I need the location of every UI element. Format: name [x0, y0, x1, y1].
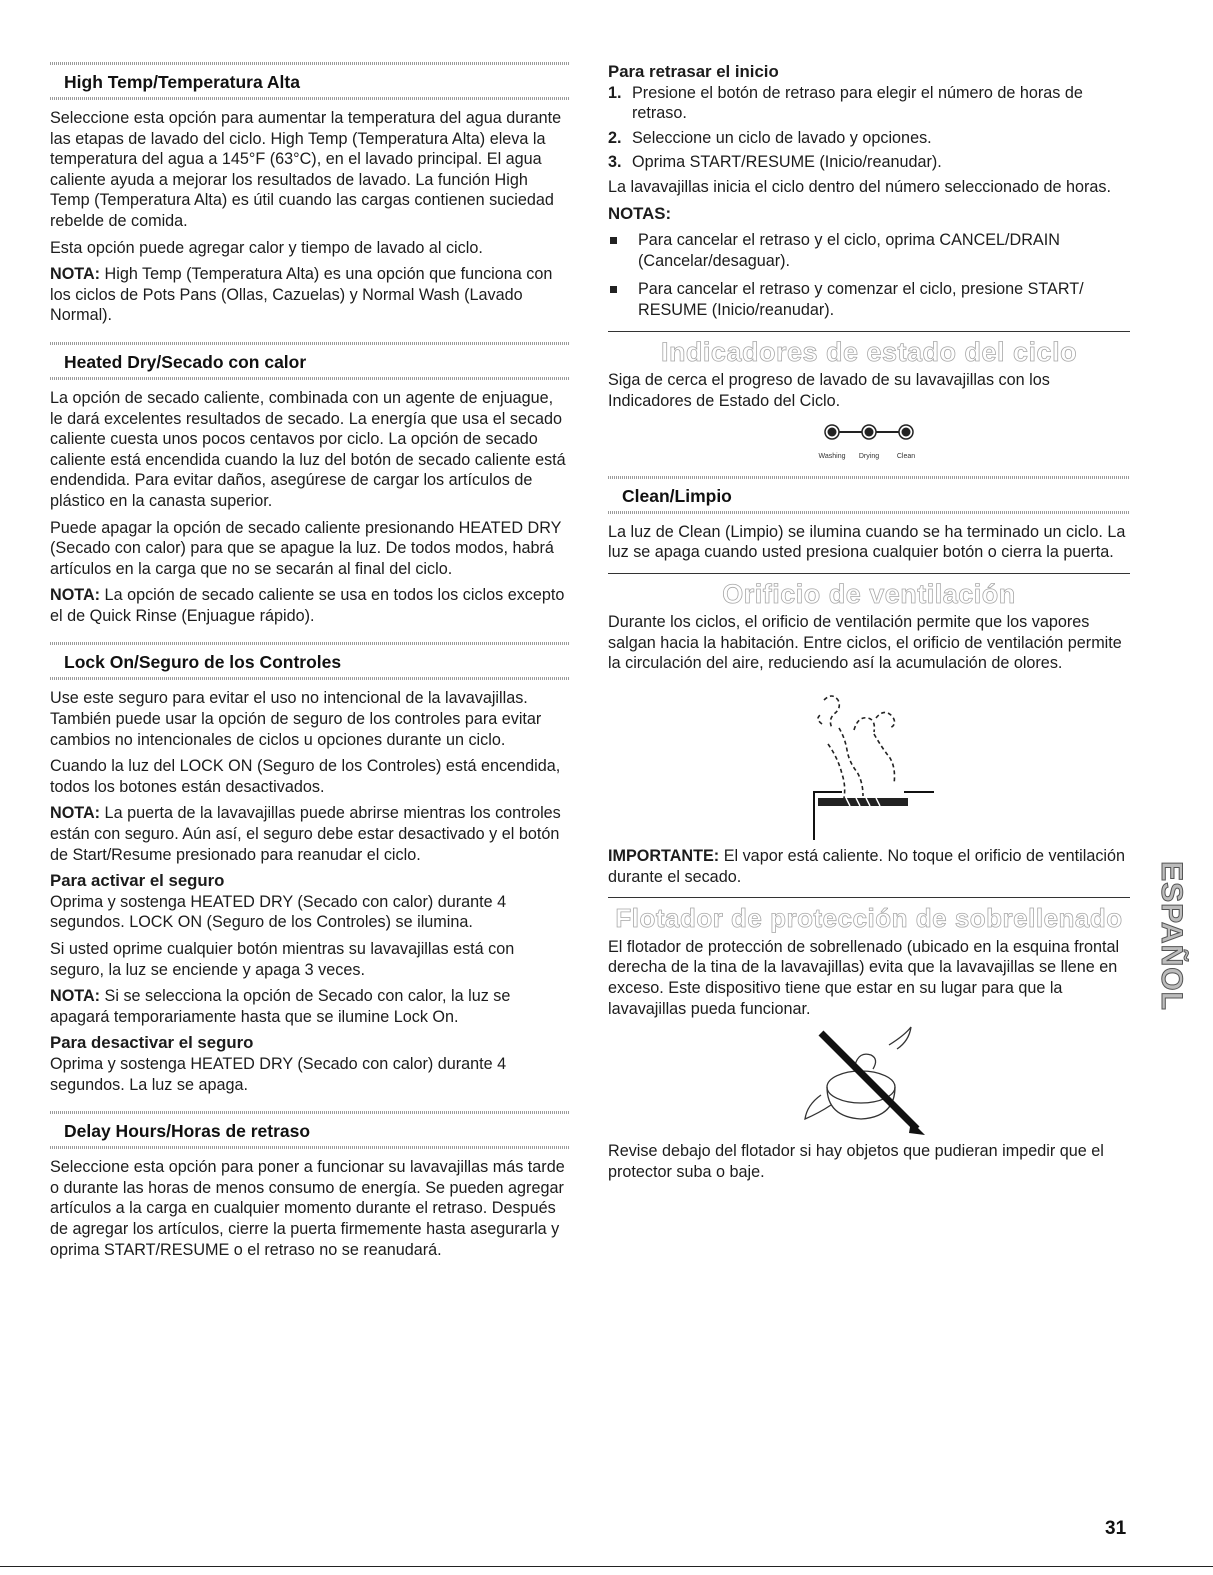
step-number: 2.	[608, 128, 622, 147]
note-text: La puerta de la lavavajillas puede abrirse mientras los controles están con seguro. Aún así, el seguro debe estar desactivado y el botón de Start/Resume presionado para reanudar el ciclo.	[50, 804, 561, 864]
step-text: Presione el botón de retraso para elegir el número de horas de retraso.	[632, 83, 1083, 123]
section-title-status: Indicadores de estado del ciclo	[660, 336, 1078, 367]
list-item	[608, 83, 1130, 124]
step-text: Seleccione un ciclo de lavado y opciones.	[632, 128, 932, 147]
indicator-labels	[608, 447, 1130, 468]
right-column	[608, 62, 1130, 1188]
notes-heading: NOTAS:	[608, 203, 672, 223]
paragraph: Use este seguro para evitar el uso no intencional de la lavavajillas. También puede usar la opción de seguro de los controles para evitar cambios no intencionales de ciclos u opciones durante un ciclo.	[50, 689, 542, 749]
header-band	[608, 476, 1130, 479]
header-band	[50, 1111, 570, 1114]
subheading-delay-start: Para retrasar el inicio	[608, 62, 779, 81]
step-text: Oprima START/RESUME (Inicio/reanudar).	[632, 153, 942, 172]
overfill-float-illustration	[799, 1025, 939, 1135]
section-title-float: Flotador de protección de sobrellenado	[615, 903, 1123, 934]
indicator-label-clean: Clean	[896, 452, 916, 460]
note-paragraph	[50, 264, 570, 326]
note-paragraph	[50, 585, 570, 626]
header-band	[50, 377, 570, 380]
side-tab-label: ESPAÑOL	[1155, 861, 1189, 1011]
section-header-clean	[608, 476, 1130, 514]
note-text: La opción de secado caliente se usa en todos los ciclos excepto el de Quick Rinse (Enjuague rápido).	[50, 586, 565, 625]
section-title: Clean/Limpio	[622, 485, 732, 506]
important-paragraph	[608, 846, 1130, 887]
paragraph: Oprima y sostenga HEATED DRY (Secado con calor) durante 4 segundos. LOCK ON (Seguro de los Controles) se ilumina.	[50, 892, 507, 932]
paragraph: La lavavajillas inicia el ciclo dentro del número seleccionado de horas.	[608, 177, 1111, 196]
header-band	[50, 97, 570, 100]
left-column	[50, 62, 570, 1266]
paragraph: Seleccione esta opción para aumentar la temperatura del agua durante las etapas de lavado del ciclo. High Temp (Temperatura Alta) eleva la temperatura del agua a 145°F (63°C), en el lavado principal. El agua caliente ayuda a mejorar los resultados de lavado. La función High Temp (Temperatura Alta) es útil cuando las cargas contienen suciedad rebelde de comida.	[50, 109, 562, 230]
paragraph: Seleccione esta opción para poner a funcionar su lavavajillas más tarde o durante las horas de menos consumo de energía. Se pueden agregar artículos a la carga en cualquier momento durante el retraso. Después de agregar los artículos, cierre la puerta firmemente hasta asegurarla y oprima START/RESUME o el retraso no se reanudará.	[50, 1158, 565, 1259]
header-band	[50, 342, 570, 345]
section-title: High Temp/Temperatura Alta	[64, 72, 300, 92]
header-band	[50, 62, 570, 65]
paragraph: Revise debajo del flotador si hay objetos que pudieran impedir que el protector suba o baje.	[608, 1142, 1104, 1181]
section-header-heated-dry	[50, 342, 570, 380]
step-number: 1.	[608, 83, 622, 102]
section-divider	[608, 331, 1130, 332]
subheading-deactivate: Para desactivar el seguro	[50, 1033, 254, 1053]
section-title: Heated Dry/Secado con calor	[64, 351, 307, 372]
paragraph: Siga de cerca el progreso de lavado de su lavavajillas con los Indicadores de Estado del Ciclo.	[608, 371, 1050, 410]
note-paragraph	[50, 986, 570, 1027]
section-title: Delay Hours/Horas de retraso	[64, 1121, 311, 1142]
bullet-text: Para cancelar el retraso y el ciclo, oprima CANCEL/DRAIN (Cancelar/desaguar).	[638, 231, 1060, 270]
vent-steam-illustration	[784, 680, 954, 840]
list-item	[608, 230, 1130, 271]
cycle-status-indicators	[608, 421, 1130, 467]
paragraph: Puede apagar la opción de secado caliente presionando HEATED DRY (Secado con calor) para que se apague la luz. De todos modos, habrá artículos en la carga que no se secarán al final del ciclo.	[50, 518, 562, 578]
language-side-tab	[1151, 812, 1191, 1060]
important-text: El vapor está caliente. No toque el orificio de ventilación durante el secado.	[608, 847, 1126, 886]
page-number: 31	[1105, 1518, 1127, 1539]
header-band	[50, 642, 570, 645]
paragraph: La luz de Clean (Limpio) se ilumina cuando se ha terminado un ciclo. La luz se apaga cuando usted presiona cualquier botón o cierra la puerta.	[608, 522, 1126, 562]
list-item	[608, 152, 1130, 173]
bullet-icon	[610, 286, 617, 293]
section-divider	[608, 897, 1130, 898]
note-text: Si se selecciona la opción de Secado con calor, la luz se apagará temporariamente hasta que se ilumine Lock On.	[50, 987, 511, 1026]
note-label: NOTA:	[50, 586, 101, 605]
paragraph: La opción de secado caliente, combinada con un agente de enjuague, le dará excelentes resultados de secado. La energía que usa el secado caliente cuesta unos pocos centavos por ciclo. La opción de secado caliente está encendida cuando la luz del botón de secado caliente está endendida. Para evitar daños, asegúrese de cargar los artículos de plástico en la canasta superior.	[50, 388, 566, 510]
section-header-lock-on	[50, 642, 570, 680]
footer-rule	[0, 1566, 1213, 1567]
indicator-label-washing: Washing	[818, 452, 846, 460]
section-header-high-temp	[50, 62, 570, 100]
paragraph: Oprima y sostenga HEATED DRY (Secado con calor) durante 4 segundos. La luz se apaga.	[50, 1054, 507, 1094]
header-band	[608, 511, 1130, 514]
paragraph: Durante los ciclos, el orificio de ventilación permite que los vapores salgan hacia la habitación. Entre ciclos, el orificio de ventilación permite la circulación del aire, reduciendo así la acumulación de olores.	[608, 613, 1122, 673]
section-divider	[608, 573, 1130, 574]
list-item	[608, 128, 1130, 149]
section-title-vent: Orificio de ventilación	[722, 578, 1016, 609]
step-number: 3.	[608, 153, 622, 172]
subheading-activate: Para activar el seguro	[50, 871, 225, 891]
note-label: NOTA:	[50, 265, 101, 284]
paragraph: Si usted oprime cualquier botón mientras su lavavajillas está con seguro, la luz se enciende y apaga 3 veces.	[50, 940, 515, 979]
paragraph: El flotador de protección de sobrellenado (ubicado en la esquina frontal derecha de la tina de la lavavajillas) evita que la lavavajillas se llene en exceso. Este dispositivo tiene que estar en su lugar para que la lavavajillas pueda funcionar.	[608, 937, 1120, 1018]
note-label: NOTA:	[50, 804, 101, 823]
indicator-lights-icon	[804, 421, 934, 443]
paragraph: Cuando la luz del LOCK ON (Seguro de los Controles) está encendida, todos los botones están desactivados.	[50, 757, 561, 796]
bullet-text: Para cancelar el retraso y comenzar el ciclo, presione START/ RESUME (Inicio/reanudar).	[638, 280, 1084, 319]
important-label: IMPORTANTE:	[608, 847, 720, 866]
list-item	[608, 279, 1130, 320]
note-paragraph	[50, 803, 570, 865]
bullet-icon	[610, 237, 617, 244]
header-band	[50, 677, 570, 680]
note-text: High Temp (Temperatura Alta) es una opción que funciona con los ciclos de Pots Pans (Ollas, Cazuelas) y Normal Wash (Lavado Normal).	[50, 265, 553, 325]
paragraph: Esta opción puede agregar calor y tiempo de lavado al ciclo.	[50, 238, 483, 257]
indicator-label-drying: Drying	[858, 452, 880, 460]
header-band	[50, 1146, 570, 1149]
note-label: NOTA:	[50, 987, 101, 1006]
section-title: Lock On/Seguro de los Controles	[64, 652, 342, 673]
section-header-delay-hours	[50, 1111, 570, 1149]
